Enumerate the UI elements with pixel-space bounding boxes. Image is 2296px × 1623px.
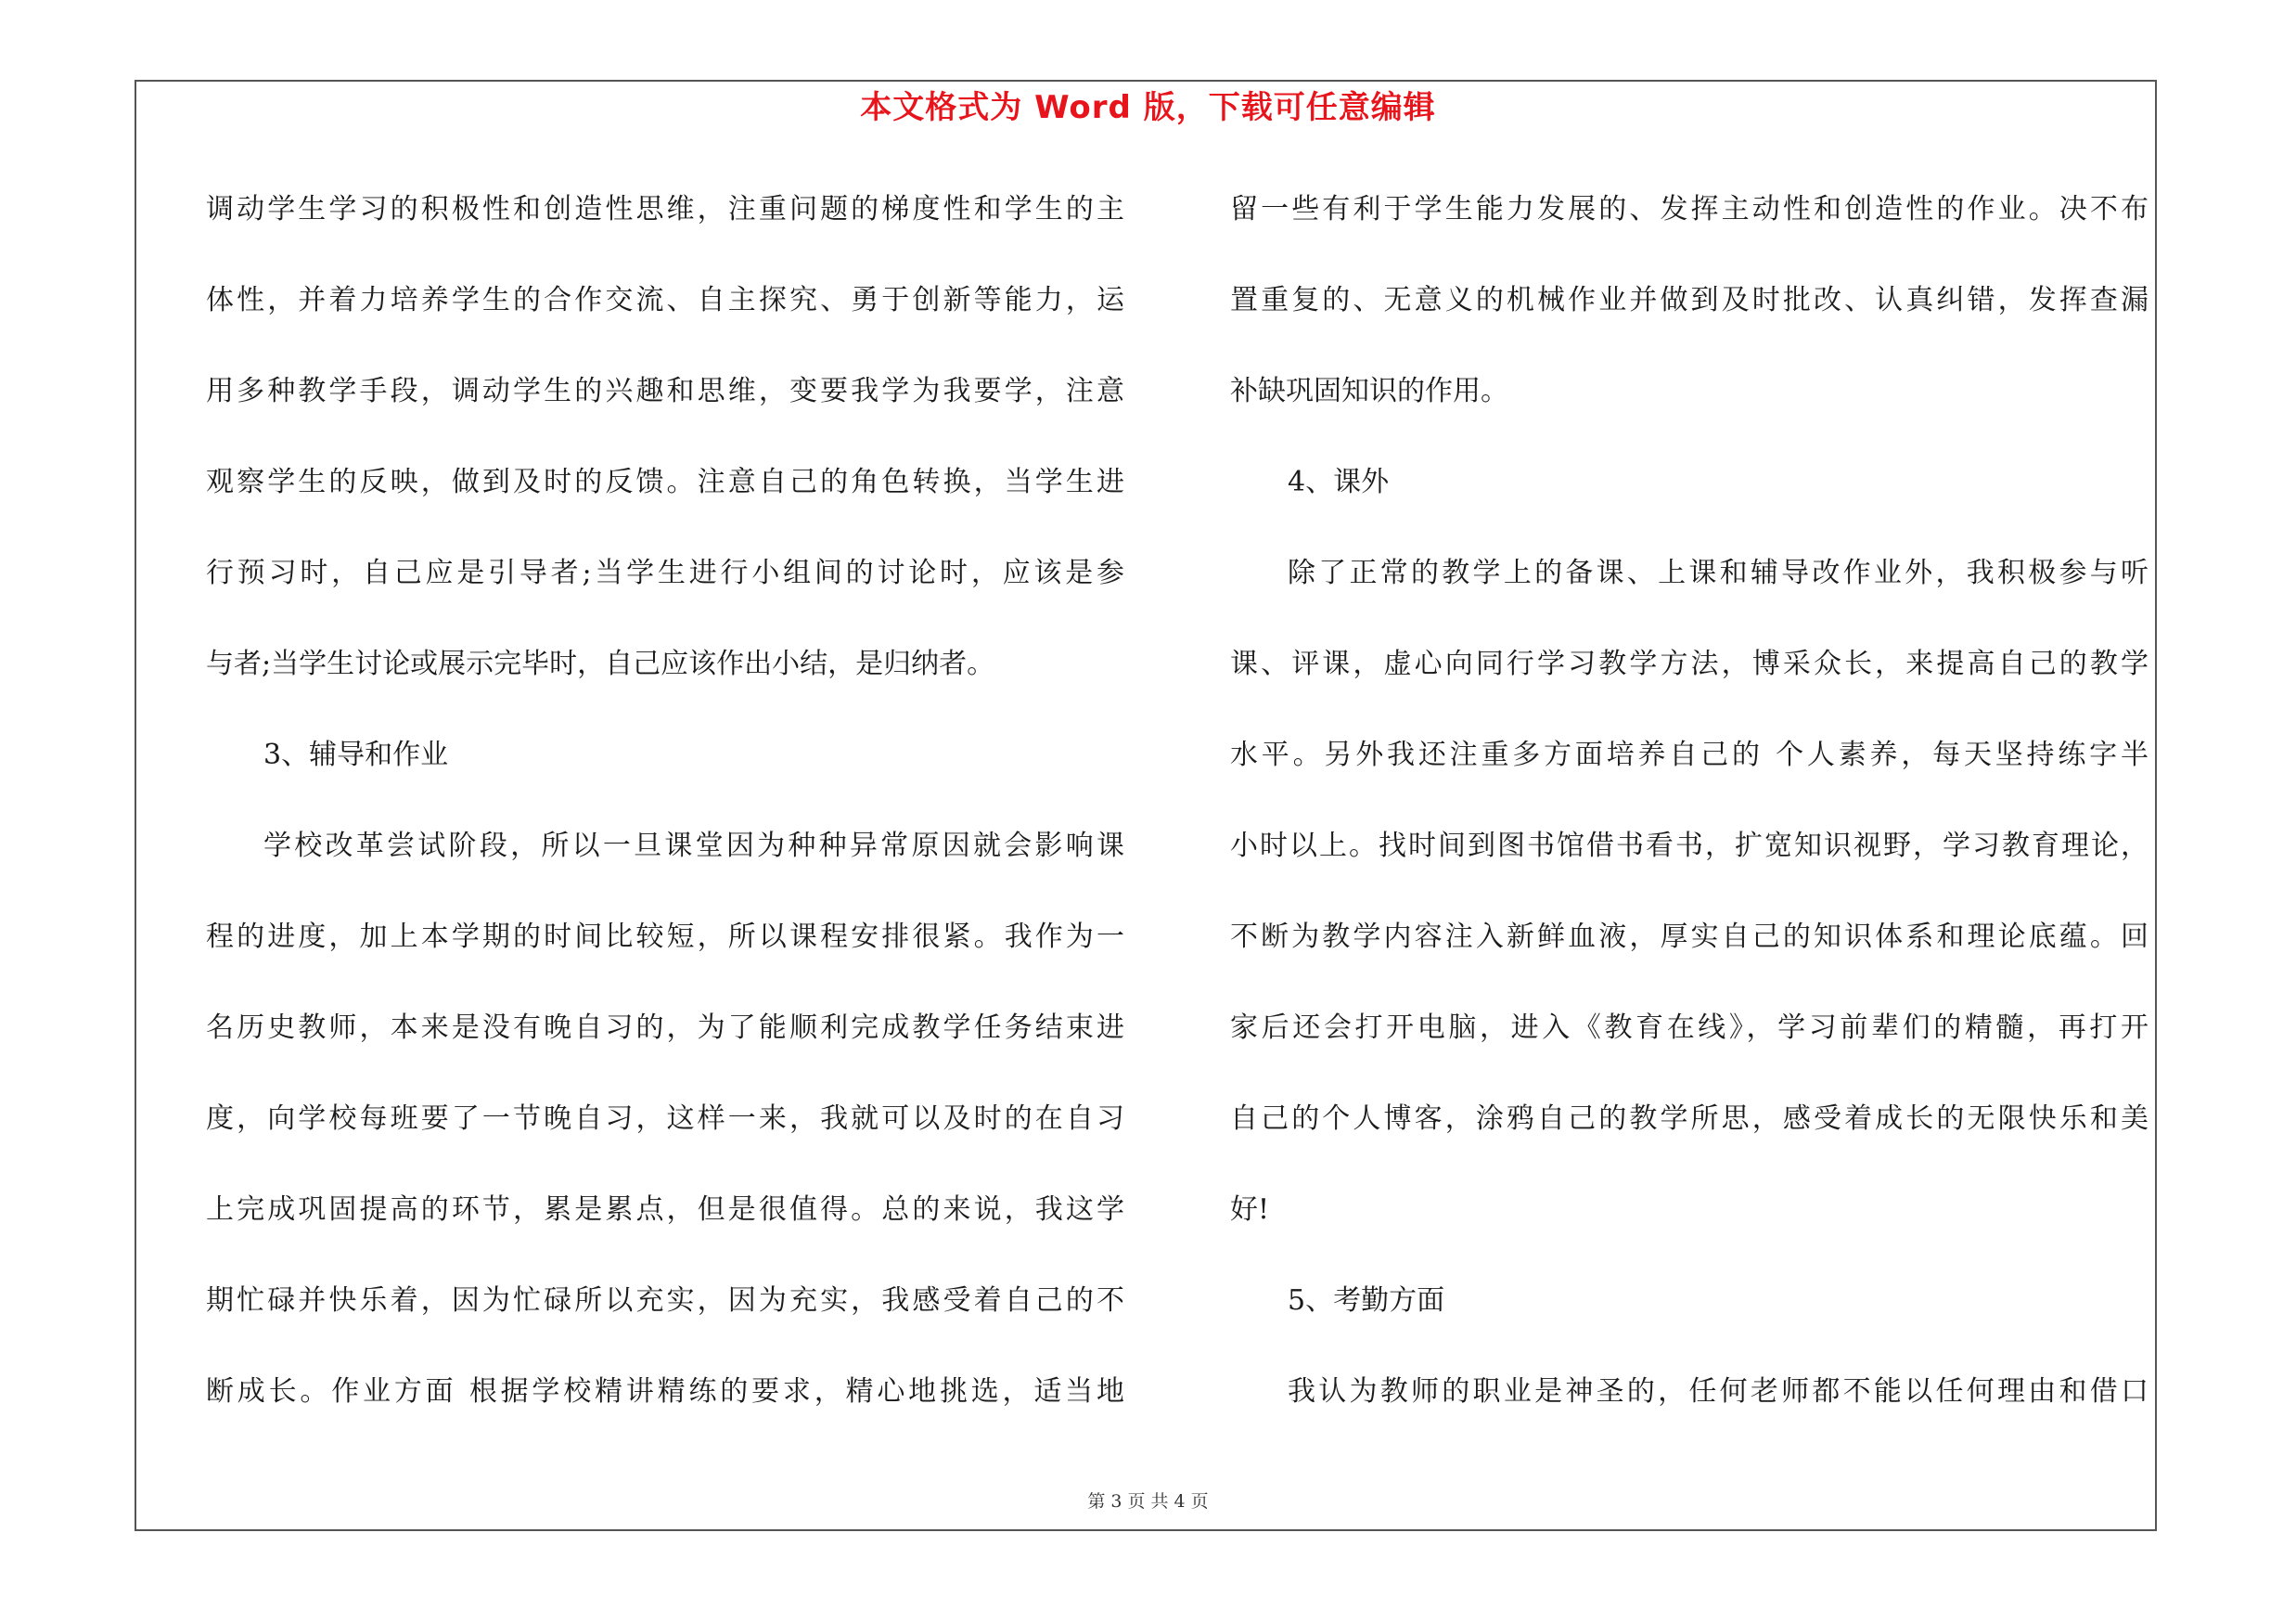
right-text-column bbox=[1230, 182, 2148, 1455]
text-line: 3、辅导和作业 bbox=[263, 739, 449, 771]
text-line: 观察学生的反映，做到及时的反馈。注意自己的角色转换，当学生进 bbox=[206, 466, 1124, 498]
left-text-column bbox=[206, 182, 1124, 1455]
text-line: 体性，并着力培养学生的合作交流、自主探究、勇于创新等能力，运 bbox=[206, 284, 1124, 316]
text-line: 水平。另外我还注重多方面培养自己的 个人素养，每天坚持练字半 bbox=[1230, 739, 2148, 771]
text-line: 置重复的、无意义的机械作业并做到及时批改、认真纠错，发挥查漏 bbox=[1230, 284, 2148, 316]
text-line: 小时以上。找时间到图书馆借书看书，扩宽知识视野，学习教育理论， bbox=[1230, 830, 2148, 862]
text-line: 程的进度，加上本学期的时间比较短，所以课程安排很紧。我作为一 bbox=[206, 921, 1124, 953]
text-line: 期忙碌并快乐着，因为忙碌所以充实，因为充实，我感受着自己的不 bbox=[206, 1284, 1124, 1317]
text-line: 除了正常的教学上的备课、上课和辅导改作业外，我积极参与听 bbox=[1288, 557, 2148, 589]
text-line: 好! bbox=[1230, 1193, 1270, 1226]
text-line: 度，向学校每班要了一节晚自习，这样一来，我就可以及时的在自习 bbox=[206, 1102, 1124, 1135]
text-line: 用多种教学手段，调动学生的兴趣和思维，变要我学为我要学，注意 bbox=[206, 375, 1124, 407]
text-line: 4、课外 bbox=[1288, 466, 1390, 498]
text-line: 家后还会打开电脑，进入《教育在线》，学习前辈们的精髓，再打开 bbox=[1230, 1011, 2148, 1044]
text-line: 调动学生学习的积极性和创造性思维，注重问题的梯度性和学生的主 bbox=[206, 193, 1124, 225]
text-line: 行预习时，自己应是引导者;当学生进行小组间的讨论时，应该是参 bbox=[206, 557, 1124, 589]
text-line: 名历史教师，本来是没有晚自习的，为了能顺利完成教学任务结束进 bbox=[206, 1011, 1124, 1044]
text-line: 上完成巩固提高的环节，累是累点，但是很值得。总的来说，我这学 bbox=[206, 1193, 1124, 1226]
text-line: 学校改革尝试阶段，所以一旦课堂因为种种异常原因就会影响课 bbox=[263, 830, 1124, 862]
text-line: 5、考勤方面 bbox=[1288, 1284, 1445, 1317]
text-line: 留一些有利于学生能力发展的、发挥主动性和创造性的作业。决不布 bbox=[1230, 193, 2148, 225]
text-line: 断成长。作业方面 根据学校精讲精练的要求，精心地挑选，适当地 bbox=[206, 1375, 1124, 1408]
text-line: 课、评课，虚心向同行学习教学方法，博采众长，来提高自己的教学 bbox=[1230, 648, 2148, 680]
text-line: 补缺巩固知识的作用。 bbox=[1230, 375, 1508, 407]
text-line: 我认为教师的职业是神圣的，任何老师都不能以任何理由和借口 bbox=[1288, 1375, 2148, 1408]
text-line: 不断为教学内容注入新鲜血液，厚实自己的知识体系和理论底蕴。回 bbox=[1230, 921, 2148, 953]
page-number-footer: 第 3 页 共 4 页 bbox=[1087, 1491, 1209, 1512]
format-notice-banner: 本文格式为 Word 版，下载可任意编辑 bbox=[860, 89, 1436, 126]
text-line: 自己的个人博客，涂鸦自己的教学所思，感受着成长的无限快乐和美 bbox=[1230, 1102, 2148, 1135]
text-line: 与者;当学生讨论或展示完毕时，自己应该作出小结，是归纳者。 bbox=[206, 648, 995, 680]
